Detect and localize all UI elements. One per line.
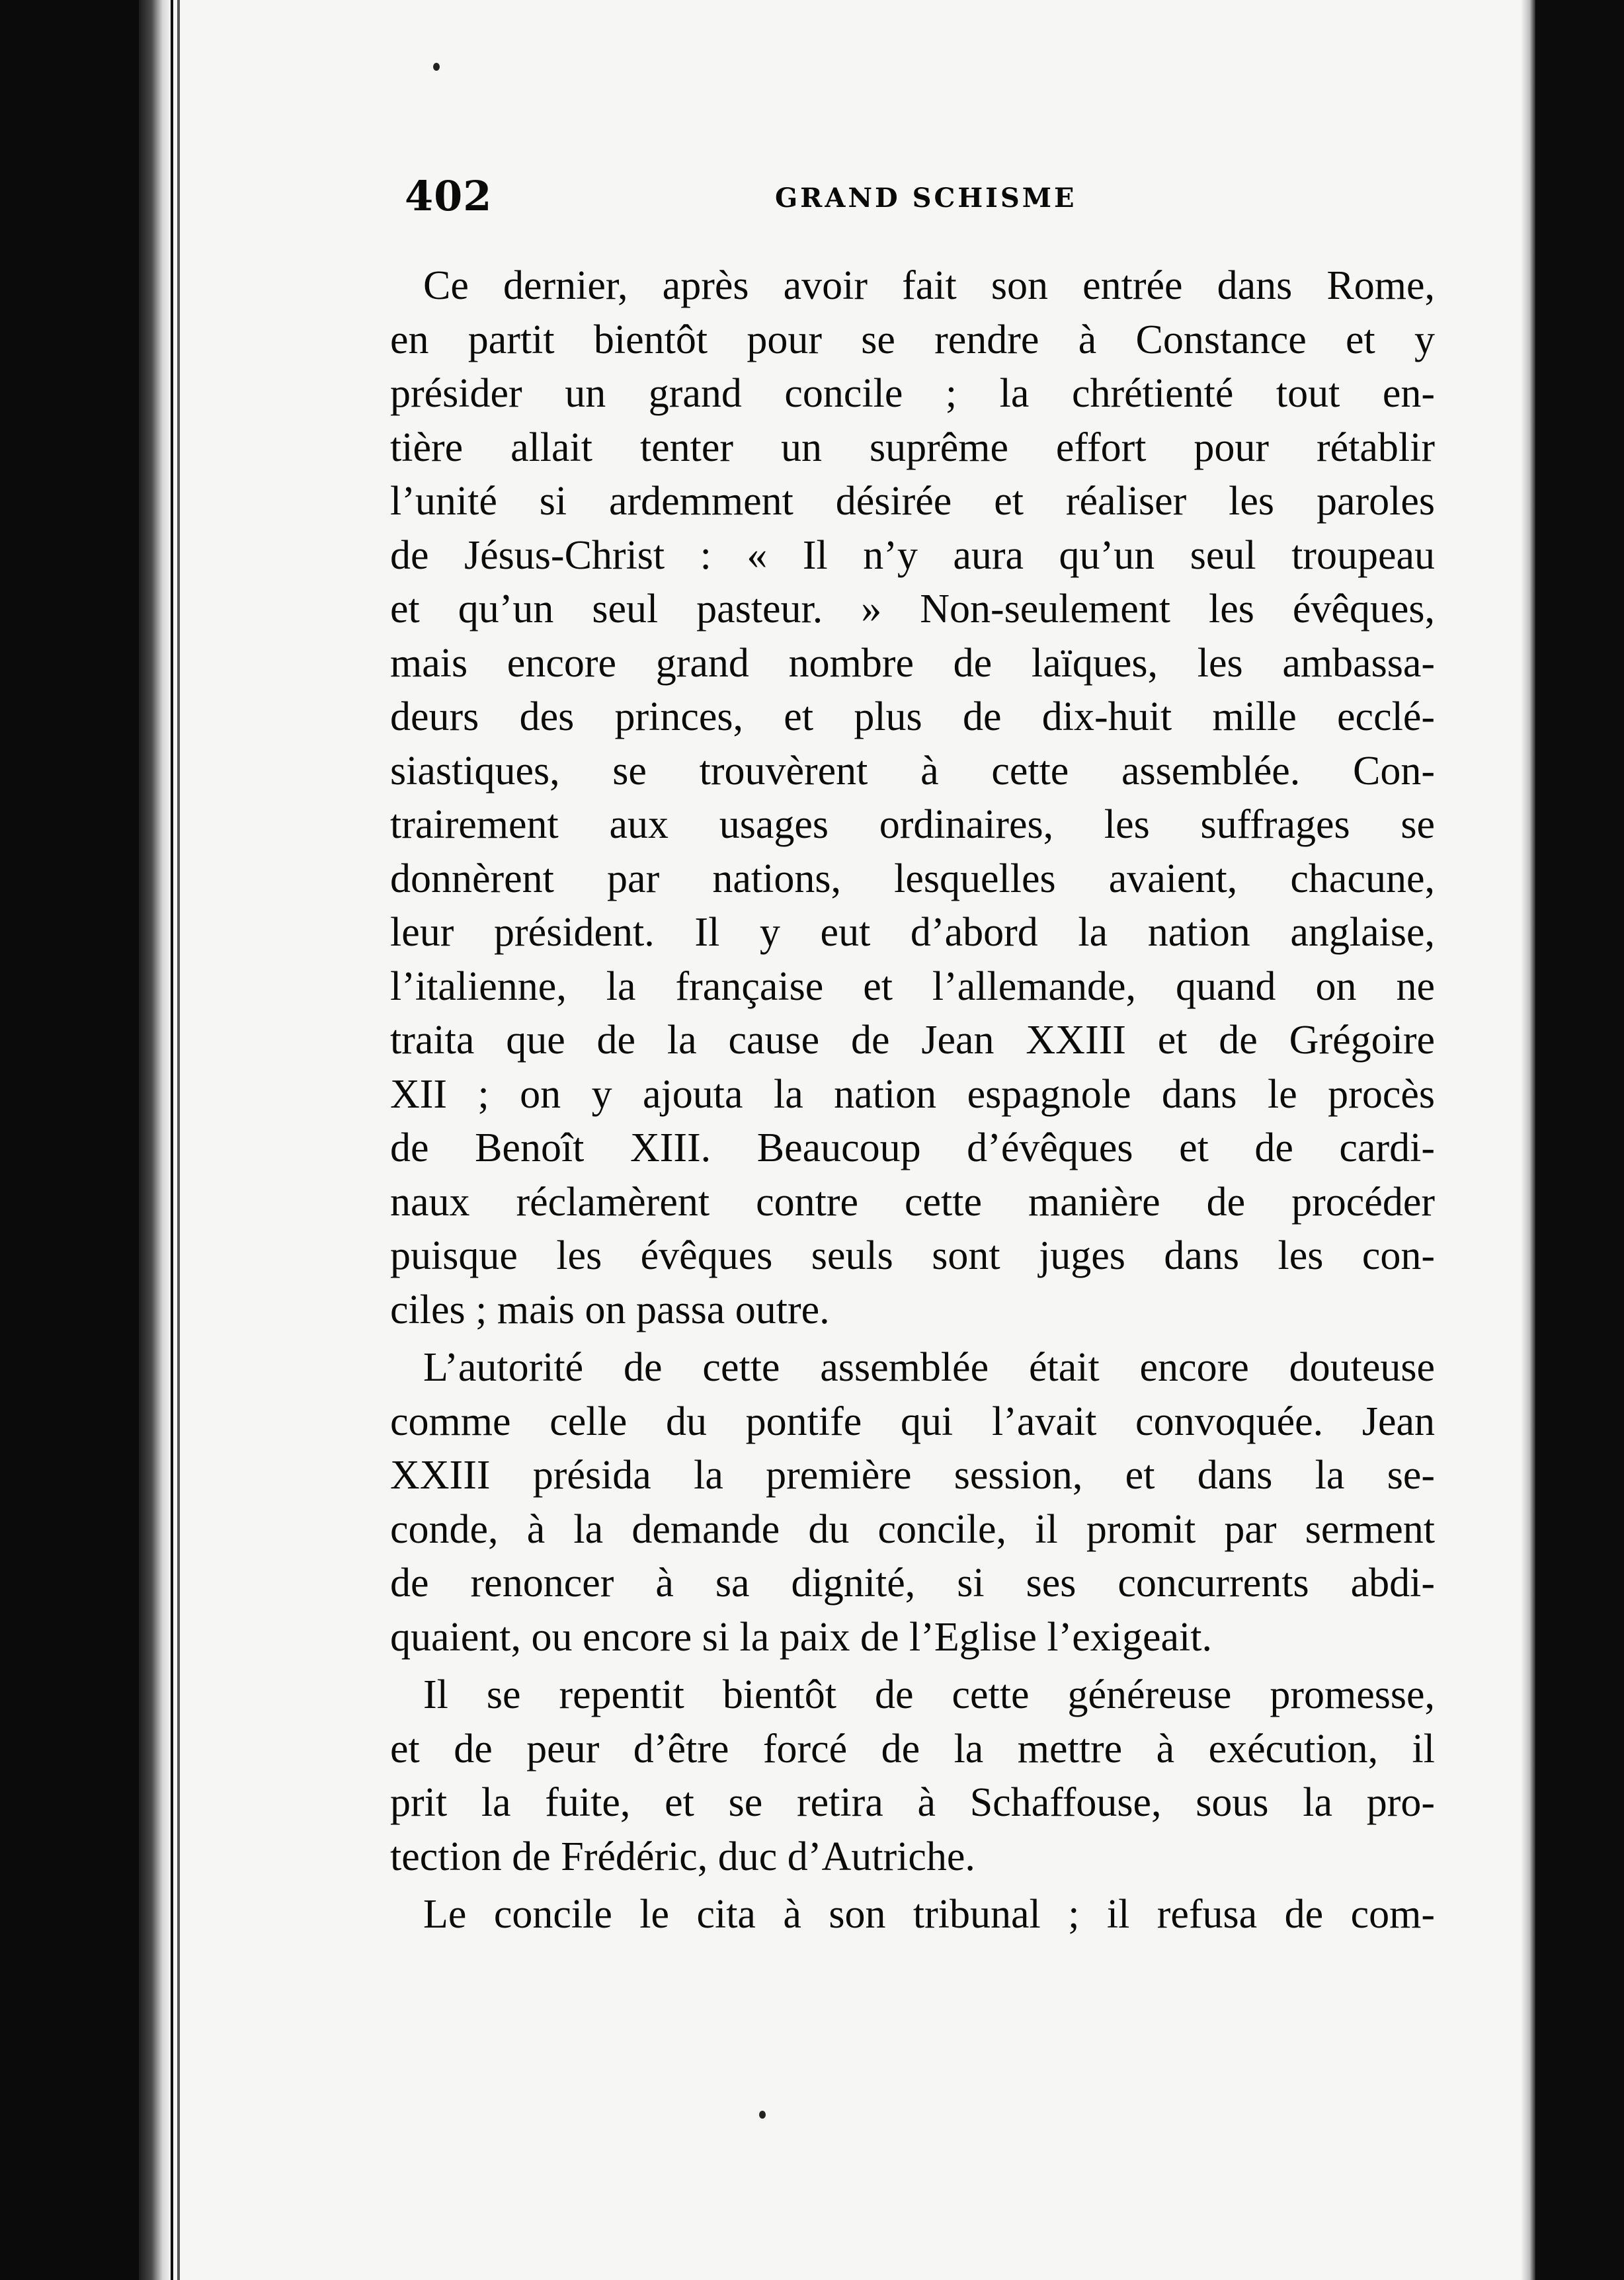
- text-line: ciles ; mais on passa outre.: [390, 1287, 830, 1332]
- text-line: Le concile le cita à son tribunal ; il refusa de com-: [423, 1892, 1435, 1937]
- text-line: de Benoît XIII. Beaucoup d’évêques et de cardi-: [390, 1125, 1435, 1170]
- text-line: comme celle du pontife qui l’avait convoquée. Jean: [390, 1399, 1435, 1444]
- text-line: Ce dernier, après avoir fait son entrée dans Rome,: [423, 263, 1435, 308]
- text-line: Il se repentit bientôt de cette généreuse promesse,: [423, 1672, 1435, 1717]
- running-title: GRAND SCHISME: [775, 183, 1077, 214]
- print-speck: [759, 2111, 766, 2119]
- scan-right-margin: [1535, 0, 1624, 2280]
- text-line: présider un grand concile ; la chrétienté tout en-: [390, 371, 1435, 416]
- text-line: traita que de la cause de Jean XXIII et de Grégoire: [390, 1018, 1435, 1063]
- book-binding-edge: [139, 0, 171, 2280]
- text-line: de Jésus-Christ : « Il n’y aura qu’un seul troupeau: [390, 532, 1435, 578]
- print-speck: [433, 63, 440, 71]
- text-line: quaient, ou encore si la paix de l’Eglise l’exigeait.: [390, 1614, 1212, 1660]
- page-right-edge: [1521, 0, 1535, 2280]
- text-line: mais encore grand nombre de laïques, les ambassa-: [390, 640, 1435, 686]
- text-line: XXIII présida la première session, et dans la se-: [390, 1453, 1435, 1498]
- text-line: tection de Frédéric, duc d’Autriche.: [390, 1834, 975, 1879]
- text-line: siastiques, se trouvèrent à cette assemblée. Con-: [390, 748, 1435, 794]
- body-text: [390, 259, 1435, 1942]
- scan-left-margin: [0, 0, 139, 2280]
- text-line: l’italienne, la française et l’allemande, quand on ne: [390, 963, 1435, 1009]
- text-line: tière allait tenter un suprême effort pour rétablir: [390, 425, 1435, 470]
- text-line: conde, à la demande du concile, il promit par serment: [390, 1506, 1435, 1552]
- page-header: [405, 172, 1436, 225]
- text-line: donnèrent par nations, lesquelles avaient, chacune,: [390, 856, 1435, 901]
- text-line: deurs des princes, et plus de dix-huit mille ecclé-: [390, 694, 1435, 739]
- text-line: naux réclamèrent contre cette manière de procéder: [390, 1179, 1435, 1225]
- page-number: 402: [405, 172, 493, 220]
- page-gutter-line: [177, 0, 180, 2280]
- text-line: et qu’un seul pasteur. » Non-seulement les évêques,: [390, 587, 1435, 631]
- text-line: puisque les évêques seuls sont juges dans les con-: [390, 1233, 1435, 1278]
- text-line: L’autorité de cette assemblée était encore douteuse: [423, 1345, 1435, 1390]
- text-line: en partit bientôt pour se rendre à Constance et y: [390, 317, 1435, 362]
- text-line: leur président. Il y eut d’abord la nation anglaise,: [390, 910, 1435, 955]
- text-line: XII ; on y ajouta la nation espagnole dans le procès: [390, 1071, 1435, 1117]
- text-line: trairement aux usages ordinaires, les suffrages se: [390, 802, 1435, 847]
- text-line: l’unité si ardemment désirée et réaliser les paroles: [390, 479, 1435, 524]
- text-line: de renoncer à sa dignité, si ses concurrents abdi-: [390, 1561, 1435, 1606]
- text-line: et de peur d’être forcé de la mettre à exécution, il: [390, 1726, 1435, 1771]
- text-line: prit la fuite, et se retira à Schaffouse, sous la pro-: [390, 1780, 1435, 1825]
